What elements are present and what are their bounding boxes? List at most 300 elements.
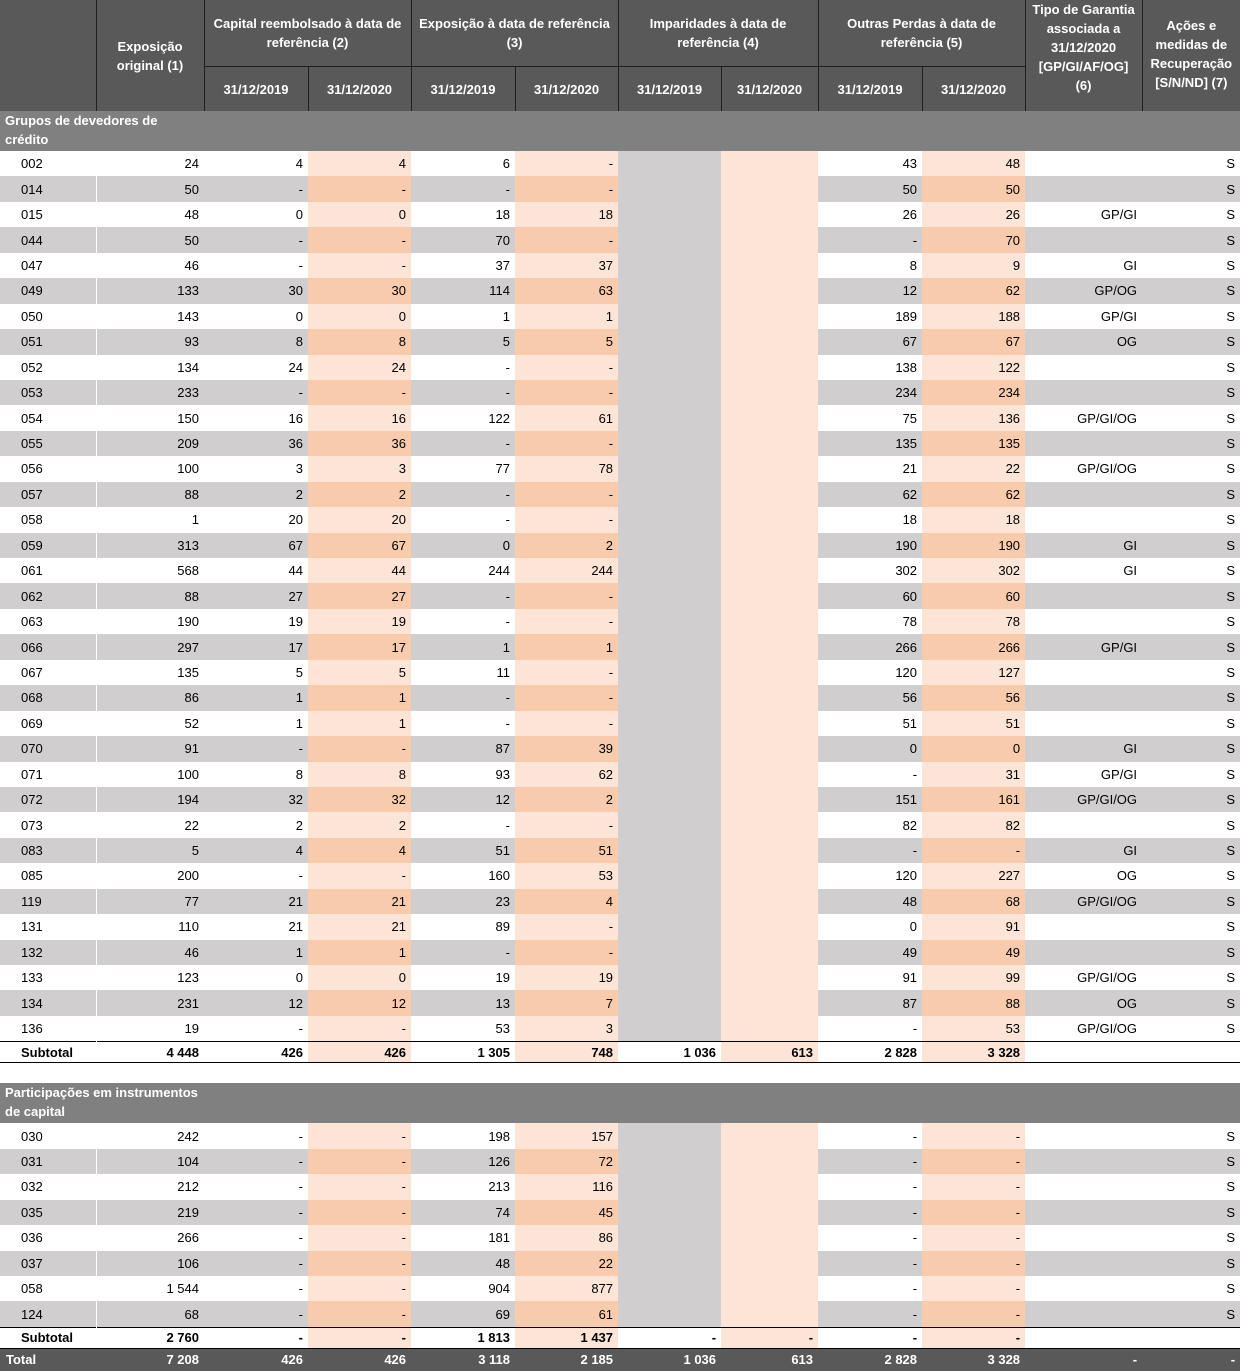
table-cell: 50 [96, 227, 204, 252]
table-cell: - [618, 1327, 721, 1348]
header-tipo-garantia: Tipo de Garantia associada a 31/12/2020 [GP/GI/AF/OG] (6) [1025, 0, 1142, 111]
table-cell [721, 456, 818, 481]
table-cell [721, 278, 818, 303]
table-cell: 62 [818, 482, 922, 507]
table-cell: 2 [204, 482, 308, 507]
table-cell: 2 760 [96, 1327, 204, 1348]
table-cell: 56 [818, 685, 922, 710]
table-cell: 189 [818, 304, 922, 329]
table-cell: 24 [308, 355, 411, 380]
table-cell: 49 [922, 940, 1025, 965]
table-cell: - [204, 176, 308, 201]
table-cell: 4 [204, 838, 308, 863]
table-cell: - [922, 1251, 1025, 1276]
table-cell: - [204, 1251, 308, 1276]
table-cell: 67 [818, 329, 922, 354]
row-label: Subtotal [0, 1042, 96, 1063]
table-row [0, 914, 1240, 939]
table-cell [721, 202, 818, 227]
table-cell: 1 [96, 507, 204, 532]
total-row [0, 1348, 1240, 1371]
header-date-2020: 31/12/2020 [308, 67, 411, 112]
table-cell: 120 [818, 863, 922, 888]
table-cell: 89 [411, 914, 515, 939]
table-cell [721, 304, 818, 329]
table-cell [1025, 940, 1142, 965]
table-cell: GP/GI/OG [1025, 787, 1142, 812]
table-cell: 124 [0, 1301, 96, 1327]
table-cell: 0 [411, 533, 515, 558]
table-cell: 24 [96, 151, 204, 176]
table-cell: 227 [922, 863, 1025, 888]
table-cell: 200 [96, 863, 204, 888]
table-cell: 78 [818, 609, 922, 634]
table-cell: 67 [922, 329, 1025, 354]
table-cell: 93 [96, 329, 204, 354]
table-cell: 88 [96, 482, 204, 507]
table-cell: 8 [204, 762, 308, 787]
table-cell: 87 [818, 990, 922, 1015]
table-cell [618, 380, 721, 405]
table-cell [1025, 711, 1142, 736]
table-cell: - [818, 1225, 922, 1250]
table-row [0, 1016, 1240, 1042]
table-cell: 904 [411, 1276, 515, 1301]
table-cell: 134 [96, 355, 204, 380]
table-cell: - [204, 1016, 308, 1042]
table-cell [618, 507, 721, 532]
table-cell [618, 355, 721, 380]
table-cell: - [308, 863, 411, 888]
table-cell [721, 863, 818, 888]
table-row [0, 609, 1240, 634]
table-cell: 070 [0, 736, 96, 761]
table-cell: 19 [411, 965, 515, 990]
table-cell: - [204, 736, 308, 761]
table-cell: - [411, 812, 515, 837]
table-cell [618, 940, 721, 965]
table-row [0, 202, 1240, 227]
table-row [0, 889, 1240, 914]
table-cell: 31 [922, 762, 1025, 787]
table-cell: 22 [96, 812, 204, 837]
table-cell: 233 [96, 380, 204, 405]
table-cell: 133 [96, 278, 204, 303]
table-cell: - [922, 1149, 1025, 1174]
table-cell: - [308, 1276, 411, 1301]
section-grupos-devedores [0, 111, 1240, 1042]
table-cell: 49 [818, 940, 922, 965]
table-cell: 19 [96, 1016, 204, 1042]
table-cell [721, 1200, 818, 1225]
table-cell: - [515, 176, 618, 201]
table-cell: 86 [96, 685, 204, 710]
table-cell: - [308, 227, 411, 252]
table-row [0, 1200, 1240, 1225]
table-cell: 052 [0, 355, 96, 380]
table-cell: 24 [204, 355, 308, 380]
table-cell: 135 [922, 431, 1025, 456]
table-cell [618, 583, 721, 608]
table-cell [618, 227, 721, 252]
table-cell: - [1142, 1348, 1240, 1371]
table-cell: 138 [818, 355, 922, 380]
table-cell: - [204, 863, 308, 888]
table-cell [618, 634, 721, 659]
table-cell: 1 [515, 634, 618, 659]
table-cell: 067 [0, 660, 96, 685]
header-exposicao-original: Exposição original (1) [96, 0, 204, 111]
table-cell [721, 558, 818, 583]
table-cell [1025, 380, 1142, 405]
table-cell: - [515, 431, 618, 456]
table-cell: S [1142, 1251, 1240, 1276]
table-cell: 032 [0, 1174, 96, 1199]
table-cell: 56 [922, 685, 1025, 710]
table-cell: 037 [0, 1251, 96, 1276]
table-cell: 22 [922, 456, 1025, 481]
table-cell: 18 [818, 507, 922, 532]
table-cell [721, 1016, 818, 1042]
table-cell: 18 [411, 202, 515, 227]
table-cell: 36 [204, 431, 308, 456]
table-row [0, 685, 1240, 710]
section-title-fill [204, 1083, 1240, 1123]
table-cell: 88 [96, 583, 204, 608]
table-cell: 21 [818, 456, 922, 481]
table-cell: 62 [515, 762, 618, 787]
table-cell [721, 1123, 818, 1148]
table-cell: 242 [96, 1123, 204, 1148]
table-cell: - [308, 1149, 411, 1174]
table-cell: S [1142, 431, 1240, 456]
table-cell [618, 838, 721, 863]
table-row [0, 278, 1240, 303]
table-cell [1025, 1301, 1142, 1327]
table-cell [618, 889, 721, 914]
section-title-fill [204, 111, 1240, 151]
row-label: Total [0, 1348, 96, 1371]
table-cell: GP/GI [1025, 304, 1142, 329]
table-cell [618, 1123, 721, 1148]
table-cell: - [308, 1251, 411, 1276]
table-row [0, 660, 1240, 685]
table-cell: 244 [515, 558, 618, 583]
table-cell [721, 940, 818, 965]
table-cell: 161 [922, 787, 1025, 812]
table-cell: 100 [96, 456, 204, 481]
table-cell: 5 [308, 660, 411, 685]
table-cell: 19 [515, 965, 618, 990]
table-cell: 426 [204, 1348, 308, 1371]
table-cell: 181 [411, 1225, 515, 1250]
table-row [0, 227, 1240, 252]
table-cell [721, 711, 818, 736]
table-cell: 157 [515, 1123, 618, 1148]
table-cell [618, 914, 721, 939]
table-cell [618, 456, 721, 481]
table-cell: 135 [818, 431, 922, 456]
table-cell: GI [1025, 736, 1142, 761]
table-cell: 37 [515, 253, 618, 278]
table-cell: 1 036 [618, 1348, 721, 1371]
table-cell [618, 736, 721, 761]
table-cell: - [204, 1225, 308, 1250]
table-cell: 1 [204, 685, 308, 710]
table-cell [721, 1301, 818, 1327]
table-cell: 1 [411, 304, 515, 329]
table-cell [721, 1174, 818, 1199]
table-cell: 0 [818, 914, 922, 939]
table-cell [721, 965, 818, 990]
table-row [0, 405, 1240, 430]
table-cell: 059 [0, 533, 96, 558]
table-cell [721, 329, 818, 354]
table-cell: 135 [96, 660, 204, 685]
table-cell: 061 [0, 558, 96, 583]
table-cell: 122 [922, 355, 1025, 380]
header-date-2020: 31/12/2020 [922, 67, 1025, 112]
table-row [0, 787, 1240, 812]
table-cell [721, 660, 818, 685]
table-cell: 234 [922, 380, 1025, 405]
table-cell: 194 [96, 787, 204, 812]
table-row [0, 558, 1240, 583]
table-row [0, 1225, 1240, 1250]
table-row [0, 1123, 1240, 1148]
table-cell: - [204, 1149, 308, 1174]
table-cell [618, 253, 721, 278]
table-cell: S [1142, 660, 1240, 685]
table-row [0, 634, 1240, 659]
table-cell: S [1142, 405, 1240, 430]
table-cell: 151 [818, 787, 922, 812]
table-cell: 5 [411, 329, 515, 354]
table-row [0, 304, 1240, 329]
table-cell: 21 [204, 889, 308, 914]
table-row [0, 990, 1240, 1015]
table-cell [1025, 355, 1142, 380]
table-cell: - [818, 1251, 922, 1276]
table-cell: - [308, 736, 411, 761]
table-cell: 0 [204, 202, 308, 227]
table-cell [721, 507, 818, 532]
table-cell: 266 [922, 634, 1025, 659]
table-row [0, 1301, 1240, 1327]
table-cell [721, 787, 818, 812]
table-cell: 015 [0, 202, 96, 227]
table-cell: - [515, 711, 618, 736]
table-cell: 031 [0, 1149, 96, 1174]
table-cell: S [1142, 304, 1240, 329]
table-cell: 8 [204, 329, 308, 354]
table-cell: 23 [411, 889, 515, 914]
table-cell: - [204, 1123, 308, 1148]
table-cell [618, 965, 721, 990]
table-row [0, 253, 1240, 278]
table-cell [618, 202, 721, 227]
table-cell: 134 [0, 990, 96, 1015]
table-cell: 22 [515, 1251, 618, 1276]
table-cell: - [515, 914, 618, 939]
table-cell [1025, 176, 1142, 201]
table-cell [618, 558, 721, 583]
table-cell: - [922, 1301, 1025, 1327]
table-cell: 51 [818, 711, 922, 736]
table-cell: 5 [204, 660, 308, 685]
table-cell: 030 [0, 1123, 96, 1148]
row-label: Subtotal [0, 1327, 96, 1348]
table-cell: S [1142, 889, 1240, 914]
table-cell: S [1142, 965, 1240, 990]
table-cell [1142, 1327, 1240, 1348]
header-date-2019: 31/12/2019 [411, 67, 515, 112]
table-cell: 68 [96, 1301, 204, 1327]
table-cell: 74 [411, 1200, 515, 1225]
table-cell [1025, 1327, 1142, 1348]
table-cell: 1 544 [96, 1276, 204, 1301]
table-cell: - [411, 482, 515, 507]
table-cell [1025, 1149, 1142, 1174]
table-cell: - [204, 1200, 308, 1225]
table-cell: - [818, 762, 922, 787]
table-cell [618, 151, 721, 176]
table-cell: 44 [308, 558, 411, 583]
table-cell: S [1142, 1225, 1240, 1250]
table-cell: 136 [0, 1016, 96, 1042]
table-cell: 30 [204, 278, 308, 303]
table-cell: 613 [721, 1042, 818, 1063]
table-cell: 12 [411, 787, 515, 812]
table-cell: 18 [515, 202, 618, 227]
table-cell: - [922, 838, 1025, 863]
table-cell: 072 [0, 787, 96, 812]
table-cell: - [411, 609, 515, 634]
table-cell [721, 227, 818, 252]
table-cell: S [1142, 482, 1240, 507]
table-cell: GI [1025, 558, 1142, 583]
table-cell: 1 [308, 711, 411, 736]
table-cell: S [1142, 838, 1240, 863]
table-cell: GI [1025, 838, 1142, 863]
table-cell: 82 [818, 812, 922, 837]
table-cell: - [204, 253, 308, 278]
table-cell: - [922, 1200, 1025, 1225]
table-cell: 68 [922, 889, 1025, 914]
table-cell: 78 [515, 456, 618, 481]
table-cell [618, 1016, 721, 1042]
table-cell: 1 [308, 940, 411, 965]
table-cell: GP/GI [1025, 762, 1142, 787]
table-cell: 0 [818, 736, 922, 761]
table-cell: 114 [411, 278, 515, 303]
table-cell [1025, 812, 1142, 837]
table-cell [1142, 1042, 1240, 1063]
table-cell: 0 [308, 202, 411, 227]
table-cell: 61 [515, 405, 618, 430]
table-cell: - [411, 380, 515, 405]
table-cell: - [515, 940, 618, 965]
table-cell: 91 [96, 736, 204, 761]
table-cell: 231 [96, 990, 204, 1015]
table-cell: 212 [96, 1174, 204, 1199]
table-cell: 051 [0, 329, 96, 354]
table-cell: 2 828 [818, 1348, 922, 1371]
table-cell: 190 [818, 533, 922, 558]
table-cell: 48 [818, 889, 922, 914]
table-cell: - [411, 431, 515, 456]
table-cell: 27 [308, 583, 411, 608]
table-cell: 3 328 [922, 1348, 1025, 1371]
table-cell: 17 [308, 634, 411, 659]
table-cell: 3 328 [922, 1042, 1025, 1063]
table-cell: - [411, 583, 515, 608]
table-cell: S [1142, 787, 1240, 812]
table-cell: 44 [204, 558, 308, 583]
table-cell: 7 208 [96, 1348, 204, 1371]
table-cell [721, 812, 818, 837]
table-cell: 39 [515, 736, 618, 761]
table-cell: 0 [204, 304, 308, 329]
table-cell: - [411, 940, 515, 965]
table-cell: 0 [204, 965, 308, 990]
table-cell: 1 036 [618, 1042, 721, 1063]
table-cell: OG [1025, 990, 1142, 1015]
table-cell: S [1142, 533, 1240, 558]
table-cell: 085 [0, 863, 96, 888]
table-cell: - [308, 253, 411, 278]
table-cell: 266 [96, 1225, 204, 1250]
table-cell: S [1142, 1123, 1240, 1148]
table-cell: - [1025, 1348, 1142, 1371]
table-cell: S [1142, 558, 1240, 583]
table-cell: S [1142, 940, 1240, 965]
table-cell: 12 [818, 278, 922, 303]
table-cell: 126 [411, 1149, 515, 1174]
table-row [0, 965, 1240, 990]
table-cell [618, 787, 721, 812]
table-cell: 1 [204, 940, 308, 965]
table-cell: - [515, 685, 618, 710]
table-cell: S [1142, 176, 1240, 201]
table-cell: 48 [96, 202, 204, 227]
table-cell: 3 [204, 456, 308, 481]
table-cell: 50 [96, 176, 204, 201]
table-cell: - [308, 1327, 411, 1348]
table-cell: S [1142, 685, 1240, 710]
table-cell: 568 [96, 558, 204, 583]
table-cell: 036 [0, 1225, 96, 1250]
table-cell: S [1142, 736, 1240, 761]
table-row [0, 1174, 1240, 1199]
table-cell: 7 [515, 990, 618, 1015]
table-row [0, 1251, 1240, 1276]
table-cell: - [515, 227, 618, 252]
table-cell: - [411, 355, 515, 380]
table-cell: - [818, 838, 922, 863]
table-cell: 056 [0, 456, 96, 481]
table-cell: 21 [204, 914, 308, 939]
table-cell: 2 185 [515, 1348, 618, 1371]
table-cell [1025, 583, 1142, 608]
table-cell: 057 [0, 482, 96, 507]
table-cell: 302 [922, 558, 1025, 583]
table-cell: 119 [0, 889, 96, 914]
table-cell: - [515, 482, 618, 507]
header-capital-reembolsado: Capital reembolsado à data de referência (2) [204, 0, 411, 67]
table-cell: 0 [308, 965, 411, 990]
table-cell: 91 [818, 965, 922, 990]
